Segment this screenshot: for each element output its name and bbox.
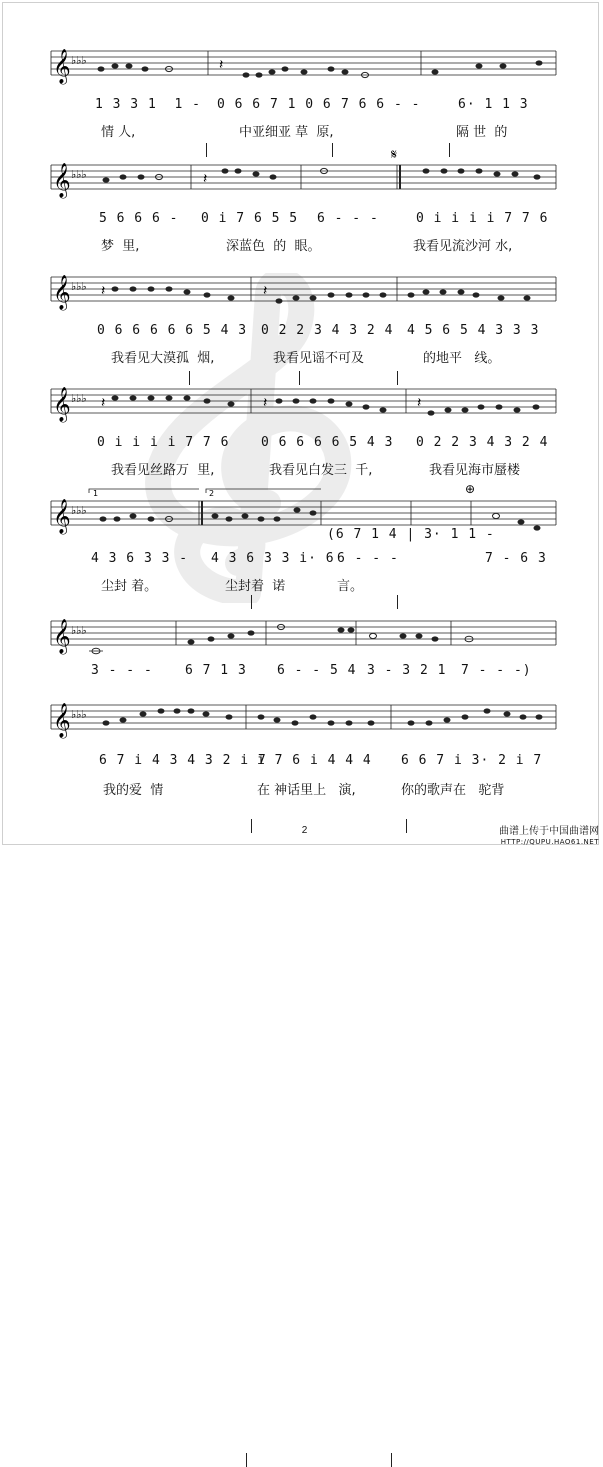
lyric: 中亚细亚 草 原, [239,125,334,140]
staff-lines [51,701,556,737]
lyric: 你的歌声在 驼背 [401,783,505,798]
lyric: 我看见谣不可及 [273,351,365,366]
staff-2 [51,147,556,198]
barline [332,143,333,157]
rest-icon: 𝄽 [263,283,268,299]
measure: 6 6 7 i 3· 2 i 7 [401,753,543,768]
measure: 0 2 2 3 4 3 2 4 [261,323,394,338]
system-1 [3,47,603,157]
staff-3 [51,273,556,309]
measure: 0 2 2 3 4 3 2 4 [416,435,549,450]
measure: 0 6 6 6 6 6 5 4 3 [97,323,248,338]
lyric: 我看见大漠孤 烟, [111,351,215,366]
measure: 0 i i i i 7 7 6 [97,435,230,450]
lyric: 我看见海市蜃楼 [429,463,521,478]
barline [449,143,450,157]
measure: 7 - 6 3 [485,551,547,566]
measure: 0 i 7 6 5 5 [201,211,299,226]
measure: 6 - - - [317,211,379,226]
numbered-row-2 [51,211,556,229]
lyric: 尘封着 诺 [225,579,286,594]
flat-icon: ♭♭♭ [71,280,87,293]
lyrics-row-5 [51,575,556,593]
treble-clef-icon: 𝄞 [53,387,71,422]
numbered-row-7 [51,753,556,771]
measure: i 7 6 i 4 4 4 [257,753,372,768]
measure: 6 - - 5 4 [277,663,357,678]
lyric: 情 人, [101,125,136,140]
flat-icon: ♭♭♭ [71,708,87,721]
measure: 1 3 3 1 1 - [95,97,201,112]
staff-1 [51,47,556,83]
rest-icon: 𝄽 [101,395,106,411]
system-5 [3,482,603,607]
treble-clef-icon: 𝄞 [53,163,71,198]
lyrics-row-4 [51,459,556,477]
lyric: 深蓝色 的 眼。 [226,239,321,254]
staff-6 [51,617,556,653]
measure: 6 - - - [337,551,399,566]
lyrics-row-1 [51,121,556,139]
measure: 0 6 6 7 1 0 6 [217,97,332,112]
lyrics-row-7 [51,779,556,797]
measure: 4 3 6 3 3 i· 6 [211,551,335,566]
system-7 [3,701,603,811]
measure: 0 i i i i 7 7 6 [416,211,549,226]
staff-4 [51,385,556,421]
measure: 4 3 6 3 3 - [91,551,189,566]
lyrics-row-2 [51,235,556,253]
measure: 7 6 6 - - [341,97,421,112]
page-number: 2 [301,825,308,836]
treble-clef-icon: 𝄞 [53,275,71,310]
flat-icon: ♭♭♭ [71,168,87,181]
credit-url: HTTP://QUPU.HAO61.NET [500,838,599,846]
measure: (6 7 1 4 | 3· 1 1 - [327,527,495,542]
rest-icon: 𝄽 [219,57,224,73]
measure: 0 6 6 6 6 5 4 3 [261,435,394,450]
lyric: 我的爱 情 [103,783,164,798]
rest-icon: 𝄽 [101,283,106,299]
staff-lines [51,147,556,198]
treble-clef-icon: 𝄞 [53,49,71,84]
lyric: 在 神话里上 演, [257,783,356,798]
lyric: 梦 里, [101,239,140,254]
rest-icon: 𝄽 [417,395,422,411]
coda-icon: ⊕ [465,482,476,496]
lyric: 我看见白发三 千, [269,463,373,478]
staff-lines [51,273,556,309]
lyric: 尘封 着。 [101,579,158,594]
numbered-row-4 [51,435,556,453]
site-credit [499,826,599,848]
barline [206,143,207,157]
staff-7 [51,701,556,737]
treble-clef-icon: 𝄞 [53,619,71,654]
barline [246,1453,247,1467]
volta-2: 2 [209,489,215,498]
measure: 4 5 6 5 4 3 3 3 [407,323,540,338]
lyric: 的地平 线。 [423,351,501,366]
staff-lines [51,47,556,83]
note-heads [103,168,541,182]
numbered-row-1 [51,97,556,115]
rest-icon: 𝄽 [263,395,268,411]
flat-icon: ♭♭♭ [71,504,87,517]
numbered-row-3 [51,323,556,341]
measure: 6 7 1 3 [185,663,247,678]
numbered-row-5 [51,527,556,545]
credit-text: 曲谱上传于中国曲谱网 [499,826,599,837]
flat-icon: ♭♭♭ [71,392,87,405]
staff-lines [51,617,556,653]
score-page [2,2,599,845]
system-3 [3,273,603,383]
flat-icon: ♭♭♭ [71,624,87,637]
flat-icon: ♭♭♭ [71,54,87,67]
lyric: 言。 [337,579,364,594]
lyric: 隔 世 的 [456,125,508,140]
segno-icon: 𝄋 [391,147,398,163]
treble-clef-icon: 𝄞 [53,703,71,738]
staff-lines [51,385,556,421]
measure: 3 - - - [91,663,153,678]
system-2 [3,147,603,271]
volta-1: 1 [93,489,99,498]
note-heads [112,395,540,415]
rest-icon: 𝄽 [203,171,208,187]
numbered-row-6 [51,663,556,681]
measure: 6· 1 1 3 [458,97,529,112]
treble-clef-icon: 𝄞 [53,499,71,534]
lyrics-row-3 [51,347,556,365]
barline [391,1453,392,1467]
system-4 [3,385,603,495]
numbered-row-5b [51,551,556,569]
measure: 6 7 i 4 3 4 3 2 i 7 [99,753,267,768]
lyric: 我看见流沙河 水, [413,239,513,254]
measure: 7 - - -) [461,663,532,678]
measure: 3 - 3 2 1 [367,663,447,678]
measure: 5 6 6 6 - [99,211,179,226]
lyric: 我看见丝路万 里, [111,463,215,478]
